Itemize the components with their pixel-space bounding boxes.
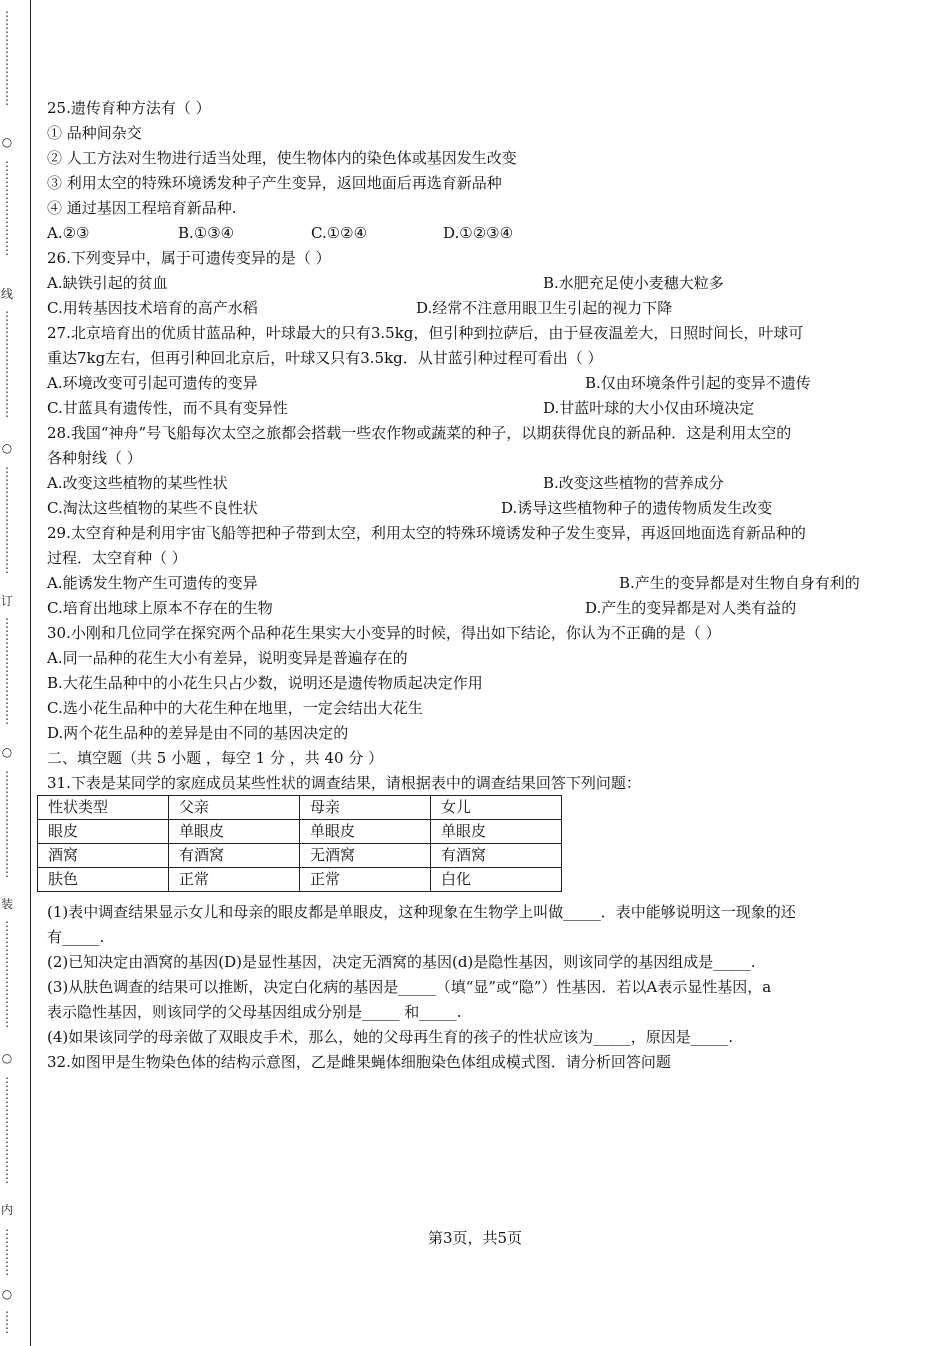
margin-dots: ⋮ ⋮ ⋮ ⋮ ⋮ ⋮ ⋮ ⋮ ⋮ — [1, 1075, 13, 1185]
q25-option-b: B.①③④ — [178, 224, 235, 242]
table-header-cell: 性状类型 — [38, 796, 169, 820]
margin-dots: ⋮ ⋮ — [1, 1309, 13, 1335]
margin-circle: ○ — [1, 441, 13, 455]
q27-options-row1 — [47, 373, 907, 393]
page-footer: 第3页，共5页 — [427, 1229, 523, 1247]
table-cell: 酒窝 — [38, 844, 169, 868]
margin-dots: ⋮ ⋮ ⋮ ⋮ ⋮ ⋮ ⋮ ⋮ ⋮ — [1, 769, 13, 879]
q28-stem-line1: 28.我国“神舟”号飞船每次太空之旅都会搭载一些农作物或蔬菜的种子，以期获得优良的新品种．这是利用太空的 — [47, 424, 792, 442]
table-cell: 正常 — [300, 868, 431, 892]
q30-option-b: B.大花生品种中的小花生只占少数，说明还是遗传物质起决定作用 — [47, 674, 483, 692]
q27-options-row2 — [47, 398, 907, 418]
table-cell: 有酒窝 — [431, 844, 562, 868]
q29-option-d: D.产生的变异都是对人类有益的 — [585, 599, 797, 617]
margin-char-xian: 线 — [0, 287, 13, 301]
q31-sub1-line2: 有_____. — [47, 928, 105, 946]
q32-stem: 32.如图甲是生物染色体的结构示意图，乙是雌果蝇体细胞染色体组成模式图．请分析回答问题 — [47, 1053, 671, 1071]
q26-options-row2 — [47, 298, 907, 318]
margin-dots: ⋮ ⋮ ⋮ ⋮ ⋮ ⋮ ⋮ ⋮ ⋮ — [1, 616, 13, 726]
q28-option-a: A.改变这些植物的某些性状 — [47, 474, 228, 492]
q25-option-d: D.①②③④ — [443, 224, 514, 242]
margin-dots: ⋮ ⋮ ⋮ ⋮ ⋮ ⋮ ⋮ ⋮ ⋮ — [1, 465, 13, 575]
q27-stem-line1: 27.北京培育出的优质甘蓝品种，叶球最大的只有3.5kg，但引种到拉萨后，由于昼夜温差大，日照时间长，叶球可 — [47, 324, 804, 342]
survey-table — [37, 795, 562, 892]
q26-options-row1 — [47, 273, 907, 293]
margin-char-nei: 内 — [0, 1203, 13, 1217]
table-row — [38, 844, 562, 868]
margin-char-zhuang: 装 — [0, 897, 13, 911]
table-cell: 正常 — [169, 868, 300, 892]
q27-stem-line2: 重达7kg左右，但再引种回北京后，叶球又只有3.5kg．从甘蓝引种过程可看出（ ） — [47, 349, 603, 367]
q29-option-a: A.能诱发生物产生可遗传的变异 — [47, 574, 258, 592]
q29-option-b: B.产生的变异都是对生物自身有利的 — [619, 574, 860, 592]
q27-option-c: C.甘蓝具有遗传性，而不具有变异性 — [47, 399, 288, 417]
q27-option-d: D.甘蓝叶球的大小仅由环境决定 — [543, 399, 755, 417]
table-header-cell: 父亲 — [169, 796, 300, 820]
q31-stem: 31.下表是某同学的家庭成员某些性状的调查结果，请根据表中的调查结果回答下列问题： — [47, 774, 641, 792]
table-cell: 单眼皮 — [300, 820, 431, 844]
margin-dots: ⋮ ⋮ ⋮ ⋮ — [1, 1227, 13, 1277]
q28-stem-line2: 各种射线（ ） — [47, 449, 142, 467]
q25-item-4: ④ 通过基因工程培育新品种. — [47, 199, 237, 217]
q26-option-a: A.缺铁引起的贫血 — [47, 274, 168, 292]
q26-option-c: C.用转基因技术培育的高产水稻 — [47, 299, 258, 317]
q30-stem: 30.小刚和几位同学在探究两个品种花生果实大小变异的时候，得出如下结论，你认为不正确的是（ ） — [47, 624, 721, 642]
table-cell: 有酒窝 — [169, 844, 300, 868]
q31-sub3-line2: 表示隐性基因，则该同学的父母基因组成分别是_____ 和_____. — [47, 1003, 462, 1021]
q28-option-c: C.淘汰这些植物的某些不良性状 — [47, 499, 258, 517]
table-cell: 肤色 — [38, 868, 169, 892]
q25-item-2: ② 人工方法对生物进行适当处理，使生物体内的染色体或基因发生改变 — [47, 149, 517, 167]
q25-option-c: C.①②④ — [311, 224, 368, 242]
q27-option-a: A.环境改变可引起可遗传的变异 — [47, 374, 258, 392]
table-cell: 眼皮 — [38, 820, 169, 844]
q31-sub3-line1: (3)从肤色调查的结果可以推断，决定白化病的基因是_____（填“显”或“隐”）性基因．若以A表示显性基因，a — [47, 978, 772, 996]
q31-sub4: (4)如果该同学的母亲做了双眼皮手术，那么，她的父母再生育的孩子的性状应该为_____，原因是_____. — [47, 1028, 734, 1046]
margin-circle: ○ — [1, 135, 13, 149]
table-header-cell: 母亲 — [300, 796, 431, 820]
q25-item-1: ① 品种间杂交 — [47, 124, 142, 142]
q30-option-a: A.同一品种的花生大小有差异，说明变异是普遍存在的 — [47, 649, 408, 667]
section-heading: 二、填空题（共 5 小题 ，每空 1 分 ，共 40 分 ） — [47, 749, 384, 767]
margin-dots: ⋮ ⋮ ⋮ ⋮ ⋮ ⋮ ⋮ ⋮ — [1, 159, 13, 257]
q29-options-row1 — [47, 573, 907, 593]
table-row — [38, 820, 562, 844]
q27-option-b: B.仅由环境条件引起的变异不遗传 — [585, 374, 811, 392]
margin-dots: ⋮ ⋮ ⋮ ⋮ ⋮ ⋮ ⋮ ⋮ ⋮ — [1, 309, 13, 419]
q26-option-b: B.水肥充足使小麦穗大粒多 — [543, 274, 724, 292]
table-cell: 白化 — [431, 868, 562, 892]
q26-stem: 26.下列变异中，属于可遗传变异的是（ ） — [47, 249, 331, 267]
q25-stem: 25.遗传育种方法有（ ） — [47, 99, 211, 117]
table-cell: 单眼皮 — [169, 820, 300, 844]
q25-item-3: ③ 利用太空的特殊环境诱发种子产生变异，返回地面后再选育新品种 — [47, 174, 502, 192]
q29-option-c: C.培育出地球上原本不存在的生物 — [47, 599, 273, 617]
table-header-cell: 女儿 — [431, 796, 562, 820]
q30-option-c: C.选小花生品种中的大花生种在地里，一定会结出大花生 — [47, 699, 423, 717]
q25-options — [47, 223, 907, 243]
q28-option-d: D.诱导这些植物种子的遗传物质发生改变 — [501, 499, 773, 517]
q29-stem-line2: 过程．太空育种（ ） — [47, 549, 187, 567]
q25-option-a: A.②③ — [47, 224, 90, 242]
q30-option-d: D.两个花生品种的差异是由不同的基因决定的 — [47, 724, 349, 742]
table-row — [38, 868, 562, 892]
q29-stem-line1: 29.太空育种是利用宇宙飞船等把种子带到太空，利用太空的特殊环境诱发种子发生变异，再返回地面选育新品种的 — [47, 524, 806, 542]
margin-circle: ○ — [1, 745, 13, 759]
margin-circle: ○ — [1, 1051, 13, 1065]
table-cell: 无酒窝 — [300, 844, 431, 868]
q29-options-row2 — [47, 598, 907, 618]
q31-sub2: (2)已知决定由酒窝的基因(D)是显性基因，决定无酒窝的基因(d)是隐性基因，则该同学的基因组成是_____. — [47, 953, 756, 971]
q26-option-d: D.经常不注意用眼卫生引起的视力下降 — [416, 299, 673, 317]
binding-margin — [0, 0, 31, 1346]
q28-options-row2 — [47, 498, 907, 518]
margin-dots: ⋮ ⋮ ⋮ ⋮ ⋮ ⋮ ⋮ ⋮ — [1, 9, 13, 107]
q28-option-b: B.改变这些植物的营养成分 — [543, 474, 724, 492]
q31-sub1-line1: (1)表中调查结果显示女儿和母亲的眼皮都是单眼皮，这种现象在生物学上叫做_____．表中能够说明这一现象的还 — [47, 903, 796, 921]
margin-circle: ○ — [1, 1287, 13, 1301]
table-cell: 单眼皮 — [431, 820, 562, 844]
margin-char-ding: 订 — [0, 594, 13, 608]
table-row — [38, 796, 562, 820]
margin-dots: ⋮ ⋮ ⋮ ⋮ ⋮ ⋮ ⋮ ⋮ ⋮ — [1, 919, 13, 1029]
q28-options-row1 — [47, 473, 907, 493]
